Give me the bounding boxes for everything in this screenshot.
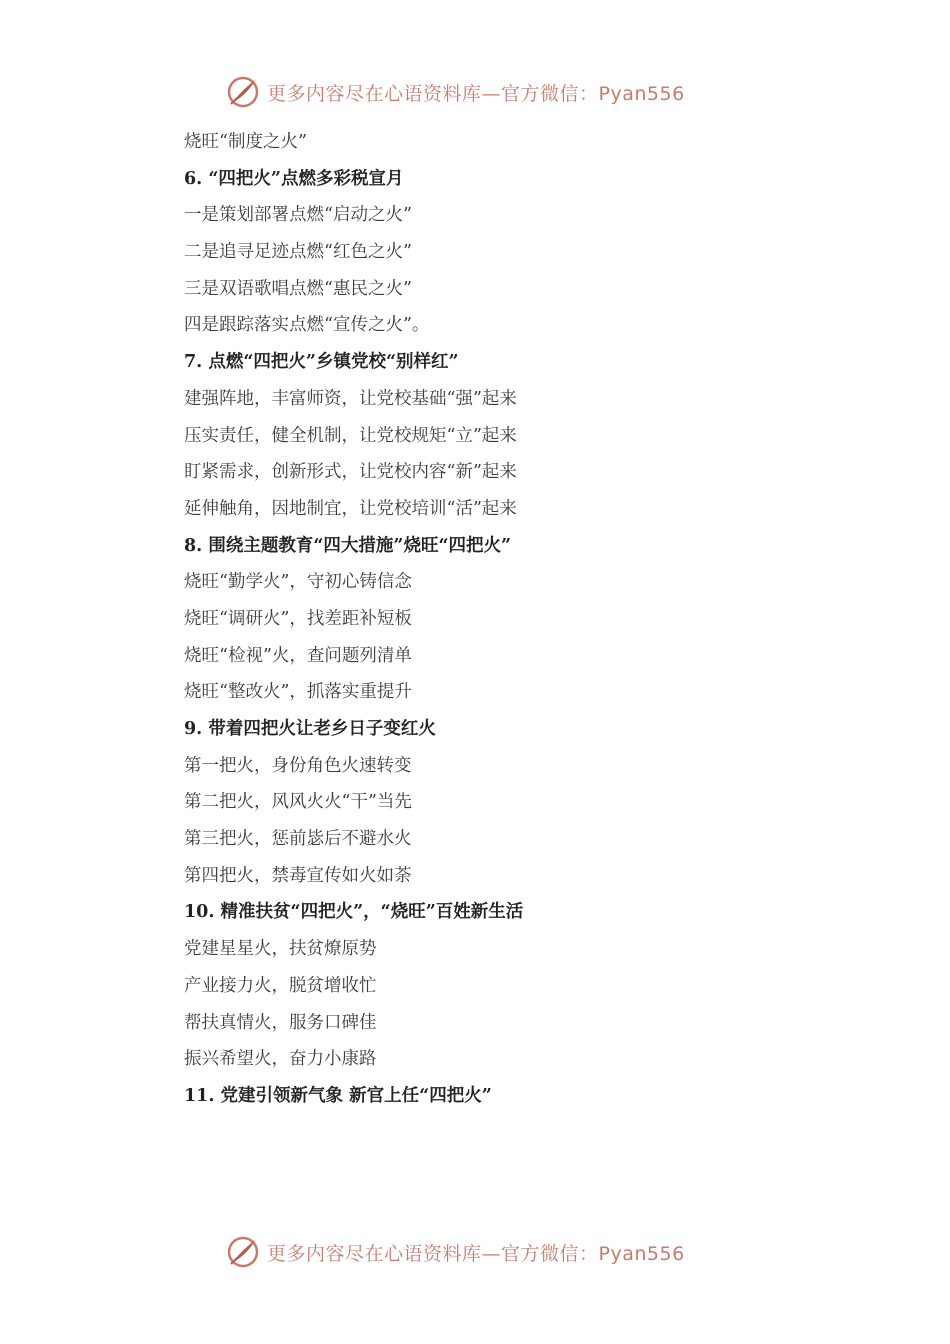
list-item: 二是追寻足迹点燃“红色之火”	[184, 242, 412, 263]
list-item: 第三把火，惩前毖后不避水火	[184, 829, 412, 850]
quill-logo-icon	[225, 74, 261, 110]
list-item: 第四把火，禁毒宣传如火如荼	[184, 865, 412, 886]
list-item: 一是策划部署点燃“启动之火”	[184, 205, 412, 226]
list-item: 烧旺“勤学火”，守初心铸信念	[184, 572, 412, 593]
list-item: 党建星星火，扶贫燎原势	[184, 939, 377, 960]
list-item: 产业接力火，脱贫增收忙	[184, 975, 377, 996]
quill-logo-icon	[225, 1234, 261, 1270]
section-heading: 10. 精准扶贫“四把火”，“烧旺”百姓新生活	[184, 902, 524, 923]
watermark-wechat-id: Pyan556	[598, 1242, 685, 1265]
section-heading: 9. 带着四把火让老乡日子变红火	[184, 719, 436, 739]
list-item: 烧旺“整改火”，抓落实重提升	[184, 682, 412, 703]
section-heading: 8. 围绕主题教育“四大措施”烧旺“四把火”	[184, 535, 512, 556]
list-item: 烧旺“制度之火”	[184, 132, 307, 152]
list-item: 建强阵地，丰富师资，让党校基础“强”起来	[184, 388, 517, 409]
document-body	[184, 124, 824, 1115]
section-heading: 6. “四把火”点燃多彩税宣月	[184, 168, 404, 189]
list-item: 压实责任，健全机制，让党校规矩“立”起来	[184, 425, 517, 446]
list-item: 烧旺“检视”火，查问题列清单	[184, 645, 412, 666]
list-item: 盯紧需求，创新形式，让党校内容“新”起来	[184, 462, 517, 483]
watermark-text	[267, 1239, 685, 1266]
watermark-label: 更多内容尽在心语资料库—官方微信：	[267, 82, 599, 105]
section-heading: 11. 党建引领新气象 新官上任“四把火”	[184, 1085, 492, 1106]
list-item: 第一把火，身份角色火速转变	[184, 755, 412, 776]
watermark-label: 更多内容尽在心语资料库—官方微信：	[267, 1242, 599, 1265]
watermark-wechat-id: Pyan556	[598, 82, 685, 105]
list-item: 烧旺“调研火”，找差距补短板	[184, 608, 412, 629]
section-heading: 7. 点燃“四把火”乡镇党校“别样红”	[184, 352, 459, 373]
list-item: 四是跟踪落实点燃“宣传之火”。	[184, 315, 430, 336]
header-watermark	[225, 72, 685, 112]
list-item: 延伸触角，因地制宜，让党校培训“活”起来	[184, 498, 517, 519]
list-item: 第二把火，风风火火“干”当先	[184, 792, 412, 813]
list-item: 三是双语歌唱点燃“惠民之火”	[184, 278, 412, 299]
watermark-text	[267, 79, 685, 106]
list-item: 振兴希望火，奋力小康路	[184, 1049, 377, 1070]
list-item: 帮扶真情火，服务口碑佳	[184, 1012, 377, 1033]
footer-watermark	[225, 1232, 685, 1272]
